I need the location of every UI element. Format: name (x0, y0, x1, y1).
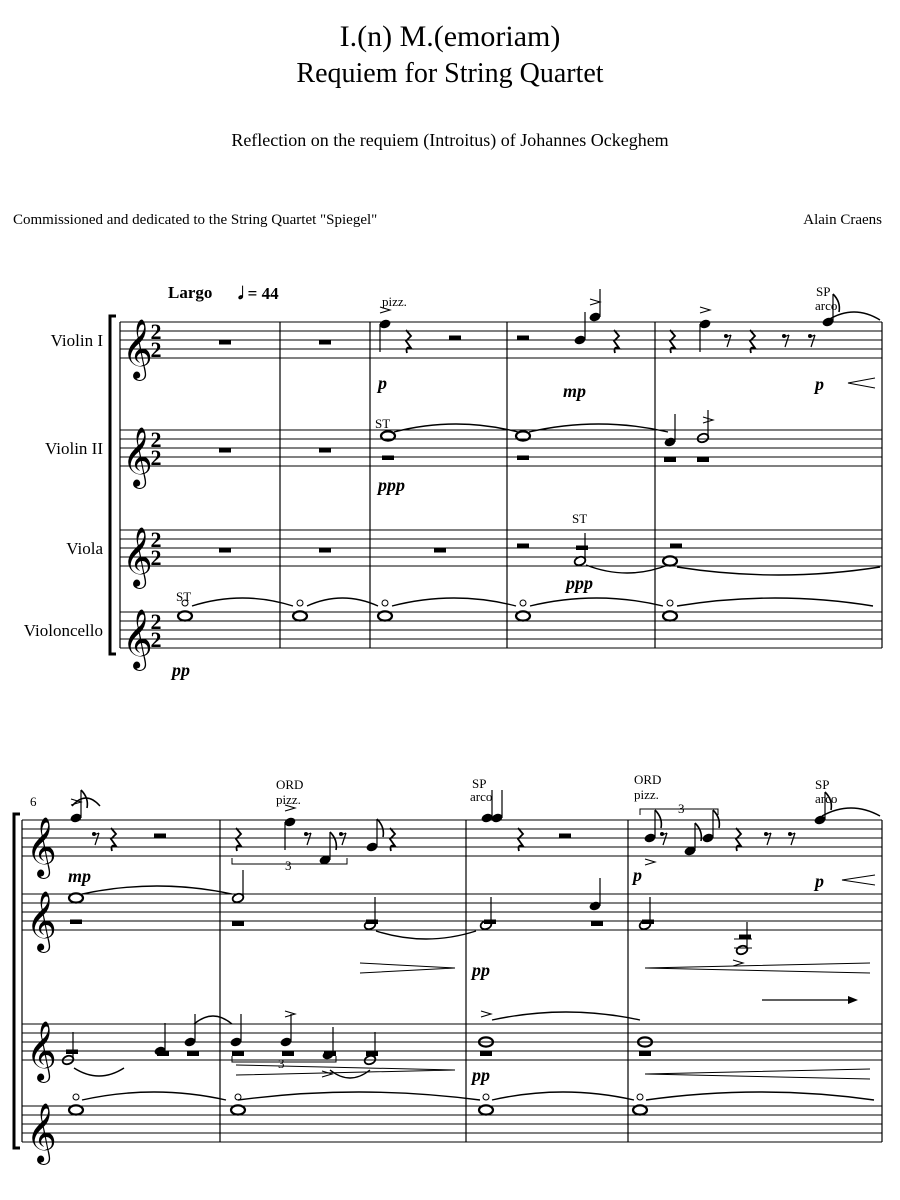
time-signature-top: 2 (150, 609, 162, 634)
harmonic-circle (483, 1094, 489, 1100)
time-signature-top: 2 (150, 427, 162, 452)
half-rest (366, 1052, 378, 1057)
arrow-head-icon (848, 996, 858, 1004)
technique-sp: SP (815, 777, 830, 792)
decrescendo-hairpin (360, 963, 455, 973)
instrument-label: Viola (66, 539, 103, 558)
whole-rest (219, 340, 231, 345)
technique-ord: ORD (634, 772, 662, 787)
instrument-label: Violin II (45, 439, 103, 458)
quarter-rest (736, 828, 741, 851)
whole-note (516, 611, 530, 620)
half-rest (157, 1052, 169, 1057)
harmonic-circle (382, 600, 388, 606)
dynamic-p: p (815, 374, 824, 394)
half-rest (232, 922, 244, 927)
whole-rest (219, 448, 231, 453)
measure-number: 6 (30, 794, 37, 809)
quarter-rest (406, 330, 411, 353)
time-signature-top: 2 (150, 319, 162, 344)
tie-slur (238, 1092, 480, 1100)
tie-slur (492, 1012, 640, 1020)
quarter-rest (111, 828, 116, 851)
quarter-rest (750, 330, 755, 353)
harmonic-circle (637, 1094, 643, 1100)
treble-clef-icon: 𝄞 (122, 429, 153, 486)
tie-slur (392, 598, 516, 606)
technique-st: ST (375, 416, 391, 431)
dynamic-pp: pp (472, 960, 490, 980)
half-rest (324, 1052, 336, 1057)
tie-slur (492, 1092, 634, 1100)
dynamic-ppp: ppp (566, 573, 593, 593)
half-rest (480, 1052, 492, 1057)
time-signature-bottom: 2 (150, 445, 162, 470)
whole-note (178, 611, 192, 620)
technique-st: ST (572, 511, 588, 526)
whole-note (663, 611, 677, 620)
half-rest (484, 920, 496, 925)
tie-slur (828, 312, 880, 320)
tempo-mark: 𝅗𝅥 = 44 (238, 284, 279, 303)
half-rest (70, 920, 82, 925)
time-signature-bottom: 2 (150, 337, 162, 362)
dynamic-p: p (633, 865, 642, 885)
technique-arco: arco (815, 791, 838, 806)
half-rest (154, 834, 166, 839)
harmonic-circle (297, 600, 303, 606)
whole-note (633, 1105, 647, 1114)
half-rest (382, 456, 394, 461)
half-rest (517, 544, 529, 549)
tie-slur (376, 931, 476, 939)
tie-slur (394, 424, 518, 432)
whole-note (293, 611, 307, 620)
time-signature-bottom: 2 (150, 627, 162, 652)
decrescendo-hairpin (236, 1065, 455, 1075)
dynamic-mp: mp (563, 381, 587, 401)
note-flag (655, 810, 661, 828)
technique-pizz: pizz. (382, 294, 407, 309)
tie-slur (677, 598, 873, 606)
half-rest (449, 336, 461, 341)
tie-slur (74, 1068, 124, 1076)
accent-mark (700, 307, 710, 313)
tie-slur (330, 1070, 370, 1078)
whole-note (69, 1105, 83, 1114)
half-rest (739, 935, 751, 940)
harmonic-circle (520, 600, 526, 606)
treble-clef-icon: 𝄞 (26, 1105, 57, 1162)
half-rest (576, 546, 588, 551)
harmonic-circle (667, 600, 673, 606)
piece-subtitle: Requiem for String Quartet (296, 58, 604, 89)
composer-name: Alain Craens (803, 212, 882, 228)
tempo-word: Largo (168, 283, 213, 302)
treble-clef-icon: 𝄞 (122, 529, 153, 586)
treble-clef-icon: 𝄞 (122, 321, 153, 378)
technique-ord: ORD (276, 777, 304, 792)
half-rest (366, 920, 378, 925)
whole-note (378, 611, 392, 620)
whole-rest (319, 448, 331, 453)
technique-sp: SP (472, 776, 487, 791)
half-rest (697, 458, 709, 463)
half-rest (591, 922, 603, 927)
whole-rest (319, 548, 331, 553)
accent-mark (733, 960, 743, 966)
tie-slur (82, 886, 232, 894)
technique-pizz: pizz. (276, 792, 301, 807)
crescendo-hairpin (848, 378, 875, 388)
dynamic-ppp: ppp (378, 475, 405, 495)
reflection-note: Reflection on the requiem (Introitus) of Johannes Ockeghem (231, 130, 669, 150)
tie-slur (646, 1092, 874, 1100)
half-rest (517, 456, 529, 461)
dynamic-p: p (815, 871, 824, 891)
whole-rest (319, 340, 331, 345)
accent-mark (590, 299, 600, 305)
quarter-rest (518, 828, 523, 851)
tie-slur (530, 598, 663, 606)
tuplet-number: 3 (285, 858, 292, 873)
system-bracket (14, 814, 20, 1148)
quarter-rest (670, 330, 675, 353)
harmonic-circle (73, 1094, 79, 1100)
half-rest (232, 1052, 244, 1057)
instrument-label: Violoncello (23, 621, 103, 640)
technique-pizz: pizz. (634, 787, 659, 802)
tuplet-number: 3 (678, 801, 685, 816)
half-rest (670, 544, 682, 549)
half-rest (517, 336, 529, 341)
whole-note (663, 556, 677, 565)
technique-arco: arco (815, 298, 838, 313)
half-rest (664, 458, 676, 463)
note-flag (377, 819, 383, 837)
dynamic-mp: mp (68, 866, 92, 886)
technique-arco: arco (470, 789, 493, 804)
quarter-rest (236, 828, 241, 851)
instrument-label: Violin I (50, 331, 103, 350)
tuplet-number: 3 (278, 1056, 285, 1071)
accent-mark (481, 1011, 491, 1017)
crescendo-hairpin (842, 875, 875, 885)
whole-note (231, 1105, 245, 1114)
tie-slur (82, 1092, 226, 1100)
treble-clef-icon: 𝄞 (26, 819, 57, 876)
crescendo-hairpin (645, 963, 870, 973)
accent-mark (645, 859, 655, 865)
whole-note (69, 893, 83, 902)
treble-clef-icon: 𝄞 (122, 611, 153, 668)
dynamic-pp: pp (172, 660, 190, 680)
tie-slur (307, 598, 378, 606)
treble-clef-icon: 𝄞 (26, 893, 57, 950)
half-rest (639, 1052, 651, 1057)
tie-slur (192, 598, 293, 606)
quarter-rest (614, 330, 619, 353)
time-signature-top: 2 (150, 527, 162, 552)
system-bracket (110, 316, 116, 654)
accent-mark (322, 1071, 332, 1077)
tie-slur (194, 1016, 232, 1024)
commission-note: Commissioned and dedicated to the String Quartet "Spiegel" (13, 212, 378, 228)
half-rest (187, 1052, 199, 1057)
quarter-rest (390, 828, 395, 851)
half-rest (559, 834, 571, 839)
accent-mark (285, 1011, 295, 1017)
whole-note (479, 1105, 493, 1114)
piece-title: I.(n) M.(emoriam) (339, 20, 561, 53)
half-rest (66, 1050, 78, 1055)
technique-sp: SP (816, 284, 831, 299)
time-signature-bottom: 2 (150, 545, 162, 570)
dynamic-pp: pp (472, 1065, 490, 1085)
tie-slur (529, 424, 668, 432)
technique-st: ST (176, 589, 192, 604)
harmonic-circle (235, 1094, 241, 1100)
crescendo-hairpin (645, 1069, 870, 1079)
treble-clef-icon: 𝄞 (26, 1023, 57, 1080)
whole-rest (434, 548, 446, 553)
whole-rest (219, 548, 231, 553)
half-rest (642, 920, 654, 925)
tie-slur (677, 567, 880, 575)
dynamic-p: p (378, 373, 387, 393)
